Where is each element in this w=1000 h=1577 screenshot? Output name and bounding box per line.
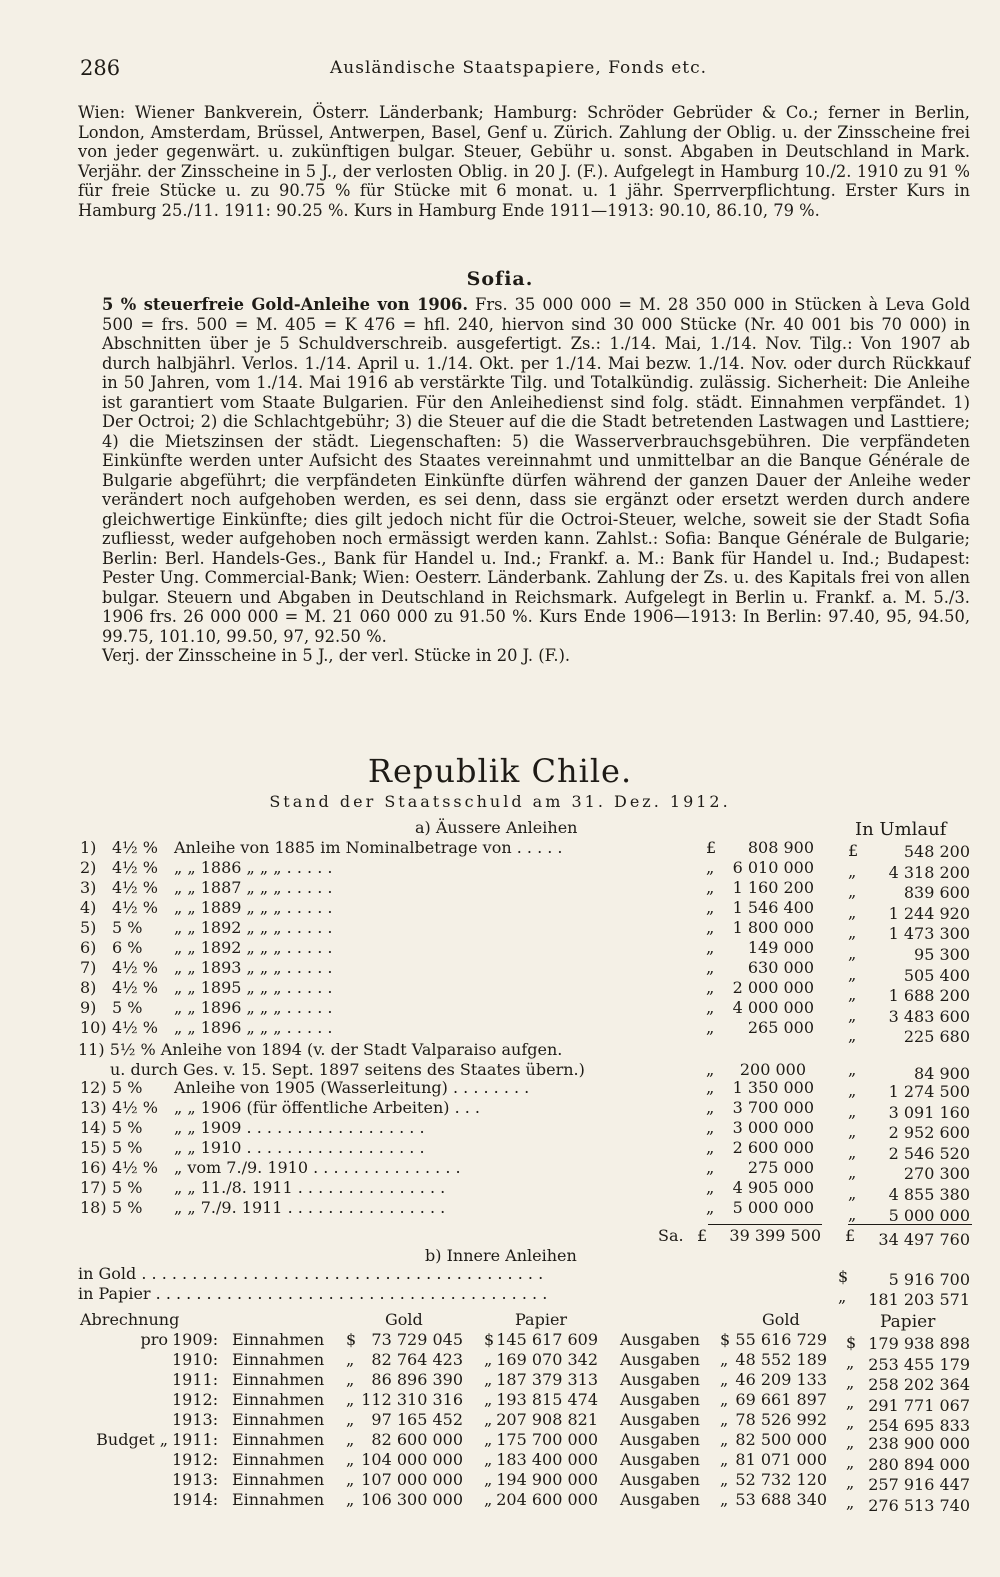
loan-description: Anleihe von 1885 im Nominalbetrage von . . . . . — [174, 838, 563, 857]
budget-row — [0, 1450, 1000, 1474]
intro-paragraph: Wien: Wiener Bankverein, Österr. Länderbank; Hamburg: Schröder Gebrüder & Co.; ferner in Berlin, London, Amsterdam, Brüssel, Antwerpen, Basel, Genf u. Zürich. Zahlung der Oblig. u. der Zinsscheine frei von jeder gegenwärt. u. zukünftigen bulgar. Steuer, Gebühr u. sonst. Abgaben in Deutschland in Mark. Verjähr. der Zinsscheine in 5 J., der verlosten Oblig. in 20 J. (F.). Aufgelegt in Hamburg 10./2. 1910 zu 91 % für freie Stücke u. zu 90.75 % für Stücke mit 6 monat. u. 1 jähr. Sperrverpflichtung. Erster Kurs in Hamburg 25./11. 1911: 90.25 %. Kurs in Hamburg Ende 1911—1913: 90.10, 86.10, 79 %. — [78, 103, 970, 220]
currency-mark: „ — [484, 1370, 493, 1389]
loan-circulation: 2 952 600 — [888, 1123, 970, 1143]
currency-mark: „ — [346, 1430, 355, 1449]
loan-rate: 4½ % — [112, 958, 158, 977]
loan-row — [0, 1138, 1000, 1163]
sum-circulation: 34 497 760 — [878, 1230, 970, 1249]
loan-11-circulation: 84 900 — [914, 1064, 970, 1083]
loan-circulation: 839 600 — [903, 883, 970, 903]
income-gold: 107 000 000 — [361, 1470, 463, 1489]
currency-mark: „ — [346, 1350, 355, 1369]
row-year: 1910: — [172, 1350, 219, 1369]
currency-mark: „ — [720, 1470, 729, 1489]
loan-row — [0, 958, 1000, 985]
section-b-heading: b) Innere Anleihen — [425, 1246, 577, 1265]
currency-mark: „ — [848, 1101, 857, 1121]
loan-nominal: 4 905 000 — [732, 1178, 814, 1197]
expense-gold: 53 688 340 — [735, 1490, 827, 1509]
currency-mark: „ — [346, 1490, 355, 1509]
currency-mark: „ — [848, 985, 857, 1005]
currency-mark: „ — [706, 878, 715, 897]
row-year: 1909: — [172, 1330, 219, 1349]
expense-label: Ausgaben — [620, 1350, 700, 1369]
loan-circulation: 1 473 300 — [888, 924, 970, 944]
income-label: Einnahmen — [232, 1470, 325, 1489]
page-number: 286 — [80, 56, 121, 80]
currency-mark: „ — [706, 1198, 715, 1217]
account-row — [0, 1410, 1000, 1435]
income-gold: 82 600 000 — [371, 1430, 463, 1449]
loan-nominal: 808 900 — [747, 838, 814, 857]
expense-label: Ausgaben — [620, 1370, 700, 1389]
budget-row — [0, 1490, 1000, 1515]
currency-mark: „ — [720, 1410, 729, 1429]
loan-row — [0, 878, 1000, 903]
currency-mark: $ — [838, 1267, 849, 1286]
currency-mark: „ — [848, 1204, 857, 1224]
loan-row — [0, 1018, 1000, 1047]
sum-nominal: 39 399 500 — [729, 1226, 821, 1245]
loan-nominal: 275 000 — [747, 1158, 814, 1177]
expense-papier: 291 771 067 — [868, 1395, 970, 1415]
expense-papier: 257 916 447 — [868, 1475, 970, 1494]
col-papier: Papier — [515, 1310, 568, 1329]
currency-mark: „ — [484, 1450, 493, 1469]
loan-nominal: 1 350 000 — [732, 1078, 814, 1097]
income-gold: 97 165 452 — [371, 1410, 463, 1429]
row-year: 1911: — [172, 1370, 219, 1389]
loan-row — [0, 1078, 1000, 1101]
currency-mark: „ — [706, 918, 715, 937]
loan-rate: 4½ % — [112, 878, 158, 897]
income-label: Einnahmen — [232, 1490, 325, 1509]
loan-nominal: 2 600 000 — [732, 1138, 814, 1157]
currency-mark: „ — [720, 1350, 729, 1369]
loan-description: „ „ 1896 „ „ „ . . . . . — [174, 998, 333, 1017]
currency-mark: „ — [846, 1393, 855, 1412]
loan-description: „ „ 1893 „ „ „ . . . . . — [174, 958, 333, 977]
sofia-loan-body: Frs. 35 000 000 = M. 28 350 000 in Stücken à Leva Gold 500 = frs. 500 = M. 405 = K 476 = hfl. 240, hiervon sind 30 000 Stücke (Nr. 40 001 bis 70 000) in Abschnitten über je 5 Schuldverschreib. ausgefertigt. Zs.: 1./14. Mai, 1./14. Nov. Tilg.: Von 1907 ab durch halbjährl. Verlos. 1./14. April u. 1./14. Okt. per 1./14. Mai bezw. 1./14. Nov. oder durch Rückkauf in 50 Jahren, vom 1./14. Mai 1916 ab verstärkte Tilg. und Totalkündig. zulässig. Sicherheit: Die Anleihe ist garantiert vom Staate Bulgarien. Für den Anleihedienst sind folg. städt. Einnahmen verpfändet. 1) Der Octroi; 2) die Schlachtgebühr; 3) die Steuer auf die die Stadt betretenden Lastwagen und Lasttiere; 4) die Mietszinsen der städt. Liegenschaften: 5) die Wasserverbrauchsgebühren. Die verpfändeten Einkünfte werden unter Aufsicht des Staates vereinnahmt und unmittelbar an die Banque Générale de Bulgarie abgeführt; die verpfändeten Einkünfte dürfen während der ganzen Dauer der Anleihe weder verändert noch aufgehoben werden, es sei denn, dass sie ergänzt oder ersetzt werden durch andere gleichwertige Einkünfte; dies gilt jedoch nicht für die Octroi-Steuer, welche, soweit sie der Stadt Sofia zufliesst, weder aufgehoben noch ermässigt werden kann. Zahlst.: Sofia: Banque Générale de Bulgarie; Berlin: Berl. Handels-Ges., Bank für Handel u. Ind.; Frankf. a. M.: Bank für Handel u. Ind.; Budapest: Pester Ung. Commercial-Bank; Wien: Oesterr. Länderbank. Zahlung der Zs. u. des Kapitals frei von allen bulgar. Steuern und Abgaben in Deutschland in Reichsmark. Aufgelegt in Berlin u. Frankf. a. M. 5./3. 1906 frs. 26 000 000 = M. 21 060 000 zu 91.50 %. Kurs Ende 1906—1913: In Berlin: 97.40, 95, 94.50, 99.75, 101.10, 99.50, 97, 92.50 %. — [102, 295, 970, 646]
loan-number: 14) — [80, 1118, 107, 1137]
loan-row — [0, 1118, 1000, 1143]
currency-mark: „ — [848, 1184, 857, 1203]
loan-nominal: 5 000 000 — [732, 1198, 814, 1217]
loan-number: 16) — [80, 1158, 107, 1177]
currency-mark: £ — [697, 1226, 708, 1245]
loan-row — [0, 1098, 1000, 1122]
currency-mark: „ — [846, 1353, 855, 1372]
loan-number: 13) — [80, 1098, 107, 1117]
loan-11-row-2 — [0, 1060, 1000, 1083]
currency-mark: £ — [848, 841, 859, 860]
sofia-loan-text — [78, 295, 970, 666]
income-gold: 106 300 000 — [361, 1490, 463, 1509]
loan-nominal: 1 546 400 — [732, 898, 814, 917]
loan-description: „ „ 1895 „ „ „ . . . . . — [174, 978, 333, 997]
sum-rule — [708, 1224, 822, 1225]
loan-rate: 5 % — [112, 918, 143, 937]
expense-papier: 276 513 740 — [868, 1495, 970, 1515]
loan-11-line2: u. durch Ges. v. 15. Sept. 1897 seitens des Staates übern.) — [110, 1060, 585, 1079]
row-year: 1913: — [172, 1410, 219, 1429]
expense-gold: 55 616 729 — [735, 1330, 827, 1349]
currency-mark: „ — [848, 1060, 857, 1079]
loan-row — [0, 1198, 1000, 1225]
loan-description: „ vom 7./9. 1910 . . . . . . . . . . . . . . . — [174, 1158, 461, 1177]
loan-rate: 4½ % — [112, 838, 158, 857]
page-header — [80, 56, 960, 82]
income-papier: 145 617 609 — [496, 1330, 598, 1349]
account-row — [0, 1350, 1000, 1374]
currency-mark: „ — [706, 978, 715, 997]
loan-rate: 5 % — [112, 1138, 143, 1157]
loan-circulation: 95 300 — [914, 945, 970, 964]
budget-row — [0, 1430, 1000, 1453]
loan-description: „ „ 1910 . . . . . . . . . . . . . . . . . . — [174, 1138, 425, 1157]
income-gold: 86 896 390 — [371, 1370, 463, 1389]
loan-nominal: 1 160 200 — [732, 878, 814, 897]
currency-mark: „ — [484, 1430, 493, 1449]
loan-row — [0, 838, 1000, 861]
sum-row — [0, 1226, 1000, 1249]
currency-mark: „ — [484, 1490, 493, 1509]
loan-number: 2) — [80, 858, 97, 877]
sofia-loan-title: 5 % steuerfreie Gold-Anleihe von 1906. — [102, 295, 469, 314]
loan-description: „ „ 1889 „ „ „ . . . . . — [174, 898, 333, 917]
loan-description: „ „ 1892 „ „ „ . . . . . — [174, 938, 333, 957]
loan-rate: 6 % — [112, 938, 143, 957]
loan-number: 10) — [80, 1018, 107, 1037]
loan-rate: 4½ % — [112, 1158, 158, 1177]
currency-mark: „ — [706, 1098, 715, 1117]
income-gold: 112 310 316 — [361, 1390, 463, 1409]
currency-mark: „ — [848, 1142, 857, 1162]
expense-papier: 254 695 833 — [868, 1416, 970, 1435]
loan-rate: 4½ % — [112, 1098, 158, 1117]
currency-mark: „ — [706, 1158, 715, 1177]
loan-circulation: 3 091 160 — [888, 1102, 970, 1122]
loan-circulation: 3 483 600 — [888, 1006, 970, 1026]
currency-mark: „ — [484, 1410, 493, 1429]
currency-mark: „ — [346, 1370, 355, 1389]
loan-nominal: 2 000 000 — [732, 978, 814, 997]
loan-number: 5) — [80, 918, 97, 937]
loan-row — [0, 998, 1000, 1026]
income-label: Einnahmen — [232, 1410, 325, 1429]
currency-mark: „ — [846, 1373, 855, 1392]
expense-label: Ausgaben — [620, 1410, 700, 1429]
currency-mark: „ — [846, 1493, 855, 1512]
income-label: Einnahmen — [232, 1430, 325, 1449]
expense-papier: 258 202 364 — [868, 1375, 970, 1394]
currency-mark: „ — [706, 1178, 715, 1197]
currency-mark: „ — [346, 1450, 355, 1469]
loan-rate: 5 % — [112, 1118, 143, 1137]
chile-subtitle: Stand der Staatsschuld am 31. Dez. 1912. — [269, 792, 731, 811]
loan-circulation: 1 244 920 — [888, 903, 970, 923]
income-papier: 187 379 313 — [496, 1370, 598, 1389]
currency-mark: „ — [848, 923, 857, 943]
expense-papier: 253 455 179 — [868, 1354, 970, 1374]
row-prefix: Budget „ — [96, 1430, 168, 1449]
currency-mark: „ — [706, 1018, 715, 1037]
section-heading-sofia: Sofia. — [466, 268, 534, 290]
section-a-heading: a) Äussere Anleihen — [415, 818, 578, 837]
currency-mark: „ — [706, 858, 715, 877]
currency-mark: „ — [848, 1122, 857, 1142]
loan-row — [0, 938, 1000, 964]
loan-description: Anleihe von 1905 (Wasserleitung) . . . . . . . . — [174, 1078, 530, 1097]
currency-mark: £ — [706, 838, 717, 857]
loan-nominal: 3 700 000 — [732, 1098, 814, 1117]
currency-mark: „ — [720, 1430, 729, 1449]
inner-loan-row — [0, 1284, 1000, 1309]
loan-rate: 4½ % — [112, 858, 158, 877]
accounts-label: Abrechnung — [80, 1310, 180, 1329]
currency-mark: „ — [848, 964, 857, 984]
currency-mark: „ — [848, 1163, 857, 1183]
loan-circulation: 225 680 — [903, 1027, 970, 1047]
currency-mark: „ — [720, 1390, 729, 1409]
accounts-header-row — [0, 1310, 1000, 1330]
currency-mark: „ — [706, 958, 715, 977]
inner-loan-label: in Papier . . . . . . . . . . . . . . . . . . . . . . . . . . . . . . . . . . . . . . . — [78, 1284, 548, 1303]
in-umlauf-heading: In Umlauf — [855, 819, 947, 840]
account-row — [0, 1370, 1000, 1394]
sum-label: Sa. — [658, 1226, 684, 1245]
income-label: Einnahmen — [232, 1330, 325, 1349]
expense-gold: 46 209 133 — [735, 1370, 827, 1389]
currency-mark: „ — [706, 1118, 715, 1137]
loan-description: „ „ 11./8. 1911 . . . . . . . . . . . . . . . — [174, 1178, 446, 1197]
loan-rate: 4½ % — [112, 1018, 158, 1037]
loan-description: „ „ 1896 „ „ „ . . . . . — [174, 1018, 333, 1037]
expense-label: Ausgaben — [620, 1330, 700, 1349]
loan-number: 1) — [80, 838, 97, 857]
loan-number: 3) — [80, 878, 97, 897]
expense-papier: 179 938 898 — [868, 1334, 970, 1353]
loan-nominal: 1 800 000 — [732, 918, 814, 937]
currency-mark: „ — [848, 902, 857, 922]
loan-number: 8) — [80, 978, 97, 997]
loan-description: „ „ 1909 . . . . . . . . . . . . . . . . . . — [174, 1118, 425, 1137]
loan-number: 17) — [80, 1178, 107, 1197]
expense-gold: 82 500 000 — [735, 1430, 827, 1449]
currency-mark: „ — [706, 998, 715, 1017]
loan-description: „ „ 1906 (für öffentliche Arbeiten) . . . — [174, 1098, 481, 1117]
inner-loan-label: in Gold . . . . . . . . . . . . . . . . . . . . . . . . . . . . . . . . . . . . . . . . — [78, 1264, 544, 1283]
currency-mark: „ — [484, 1350, 493, 1369]
sofia-closing: Verj. der Zinsscheine in 5 J., der verl. Stücke in 20 J. (F.). — [102, 646, 571, 665]
expense-label: Ausgaben — [620, 1470, 700, 1489]
currency-mark: „ — [346, 1470, 355, 1489]
currency-mark: „ — [848, 1005, 857, 1025]
loan-rate: 5 % — [112, 1078, 143, 1097]
currency-mark: „ — [484, 1390, 493, 1409]
loan-number: 6) — [80, 938, 97, 957]
loan-nominal: 265 000 — [747, 1018, 814, 1037]
loan-nominal: 3 000 000 — [732, 1118, 814, 1137]
currency-mark: „ — [720, 1490, 729, 1509]
income-label: Einnahmen — [232, 1370, 325, 1389]
currency-mark: $ — [484, 1330, 495, 1349]
currency-mark: „ — [720, 1370, 729, 1389]
loan-number: 12) — [80, 1078, 107, 1097]
income-papier: 204 600 000 — [496, 1490, 598, 1509]
inner-loan-amount: 5 916 700 — [888, 1270, 970, 1289]
account-row — [0, 1390, 1000, 1415]
loan-description: „ „ 1887 „ „ „ . . . . . — [174, 878, 333, 897]
loan-rate: 5 % — [112, 1178, 143, 1197]
inner-loan-amount: 181 203 571 — [868, 1290, 970, 1309]
currency-mark: £ — [845, 1226, 856, 1245]
currency-mark: „ — [706, 898, 715, 917]
currency-mark: „ — [484, 1470, 493, 1489]
loan-circulation: 5 000 000 — [888, 1205, 970, 1225]
loan-nominal: 6 010 000 — [732, 858, 814, 877]
col-papier-2: Papier — [880, 1312, 936, 1332]
loan-description: „ „ 1886 „ „ „ . . . . . — [174, 858, 333, 877]
currency-mark: „ — [720, 1450, 729, 1469]
account-row — [0, 1330, 1000, 1353]
currency-mark: $ — [346, 1330, 357, 1349]
income-papier: 207 908 821 — [496, 1410, 598, 1429]
currency-mark: „ — [848, 1026, 857, 1046]
currency-mark: „ — [706, 938, 715, 957]
loan-row — [0, 1178, 1000, 1204]
currency-mark: „ — [846, 1433, 855, 1452]
expense-label: Ausgaben — [620, 1430, 700, 1449]
income-label: Einnahmen — [232, 1350, 325, 1369]
loan-row — [0, 918, 1000, 944]
currency-mark: „ — [848, 882, 857, 902]
loan-circulation: 1 688 200 — [888, 986, 970, 1006]
currency-mark: $ — [846, 1333, 857, 1352]
loan-description: „ „ 7./9. 1911 . . . . . . . . . . . . . . . . — [174, 1198, 446, 1217]
expense-label: Ausgaben — [620, 1490, 700, 1509]
expense-gold: 48 552 189 — [735, 1350, 827, 1369]
row-prefix: pro — [140, 1330, 168, 1349]
currency-mark: „ — [838, 1287, 847, 1306]
loan-number: 9) — [80, 998, 97, 1017]
row-year: 1914: — [172, 1490, 219, 1509]
inner-loan-row — [0, 1264, 1000, 1289]
loan-row — [0, 1158, 1000, 1184]
loan-rate: 5 % — [112, 998, 143, 1017]
expense-papier: 238 900 000 — [868, 1434, 970, 1453]
currency-mark: „ — [848, 861, 857, 881]
loan-11-row — [0, 1040, 1000, 1060]
running-title: Ausländische Staatspapiere, Fonds etc. — [330, 58, 708, 78]
loan-circulation: 2 546 520 — [888, 1143, 970, 1163]
loan-nominal: 4 000 000 — [732, 998, 814, 1017]
expense-label: Ausgaben — [620, 1390, 700, 1409]
loan-description: „ „ 1892 „ „ „ . . . . . — [174, 918, 333, 937]
loan-rate: 4½ % — [112, 898, 158, 917]
currency-mark: „ — [846, 1413, 855, 1432]
income-label: Einnahmen — [232, 1450, 325, 1469]
currency-mark: „ — [706, 1138, 715, 1157]
currency-mark: „ — [848, 944, 857, 963]
loan-11-line1: 11) 5½ % Anleihe von 1894 (v. der Stadt Valparaiso aufgen. — [78, 1040, 563, 1059]
expense-gold: 78 526 992 — [735, 1410, 827, 1429]
loan-number: 15) — [80, 1138, 107, 1157]
loan-number: 18) — [80, 1198, 107, 1217]
col-gold-2: Gold — [762, 1310, 800, 1329]
expense-papier: 280 894 000 — [868, 1454, 970, 1474]
row-year: 1912: — [172, 1450, 219, 1469]
row-year: 1912: — [172, 1390, 219, 1409]
loan-row — [0, 978, 1000, 1006]
row-year: 1911: — [172, 1430, 219, 1449]
loan-nominal: 630 000 — [747, 958, 814, 977]
income-papier: 169 070 342 — [496, 1350, 598, 1369]
loan-circulation: 4 318 200 — [888, 862, 970, 882]
loan-number: 4) — [80, 898, 97, 917]
loan-11-nominal: 200 000 — [739, 1060, 806, 1079]
expense-label: Ausgaben — [620, 1450, 700, 1469]
loan-rate: 4½ % — [112, 978, 158, 997]
sum-rule-2 — [848, 1224, 972, 1225]
income-papier: 175 700 000 — [496, 1430, 598, 1449]
loan-circulation: 505 400 — [903, 965, 970, 985]
currency-mark: „ — [706, 1060, 715, 1079]
row-year: 1913: — [172, 1470, 219, 1489]
income-gold: 73 729 045 — [371, 1330, 463, 1349]
currency-mark: „ — [846, 1473, 855, 1492]
loan-circulation: 1 274 500 — [888, 1082, 970, 1101]
loan-circulation: 548 200 — [903, 842, 970, 861]
currency-mark: „ — [346, 1390, 355, 1409]
income-gold: 104 000 000 — [361, 1450, 463, 1469]
currency-mark: „ — [346, 1410, 355, 1429]
loan-nominal: 149 000 — [747, 938, 814, 957]
currency-mark: „ — [846, 1453, 855, 1472]
expense-gold: 52 732 120 — [735, 1470, 827, 1489]
currency-mark: „ — [706, 1078, 715, 1097]
currency-mark: „ — [848, 1081, 857, 1100]
income-papier: 193 815 474 — [496, 1390, 598, 1409]
expense-gold: 69 661 897 — [735, 1390, 827, 1409]
section-heading-chile: Republik Chile. — [367, 752, 633, 790]
budget-row — [0, 1470, 1000, 1494]
loan-row — [0, 858, 1000, 882]
currency-mark: $ — [720, 1330, 731, 1349]
income-gold: 82 764 423 — [371, 1350, 463, 1369]
loan-circulation: 4 855 380 — [888, 1185, 970, 1204]
loan-number: 7) — [80, 958, 97, 977]
income-papier: 194 900 000 — [496, 1470, 598, 1489]
income-papier: 183 400 000 — [496, 1450, 598, 1469]
loan-rate: 5 % — [112, 1198, 143, 1217]
income-label: Einnahmen — [232, 1390, 325, 1409]
loan-circulation: 270 300 — [903, 1164, 970, 1184]
loan-row — [0, 898, 1000, 923]
expense-gold: 81 071 000 — [735, 1450, 827, 1469]
col-gold: Gold — [385, 1310, 423, 1329]
